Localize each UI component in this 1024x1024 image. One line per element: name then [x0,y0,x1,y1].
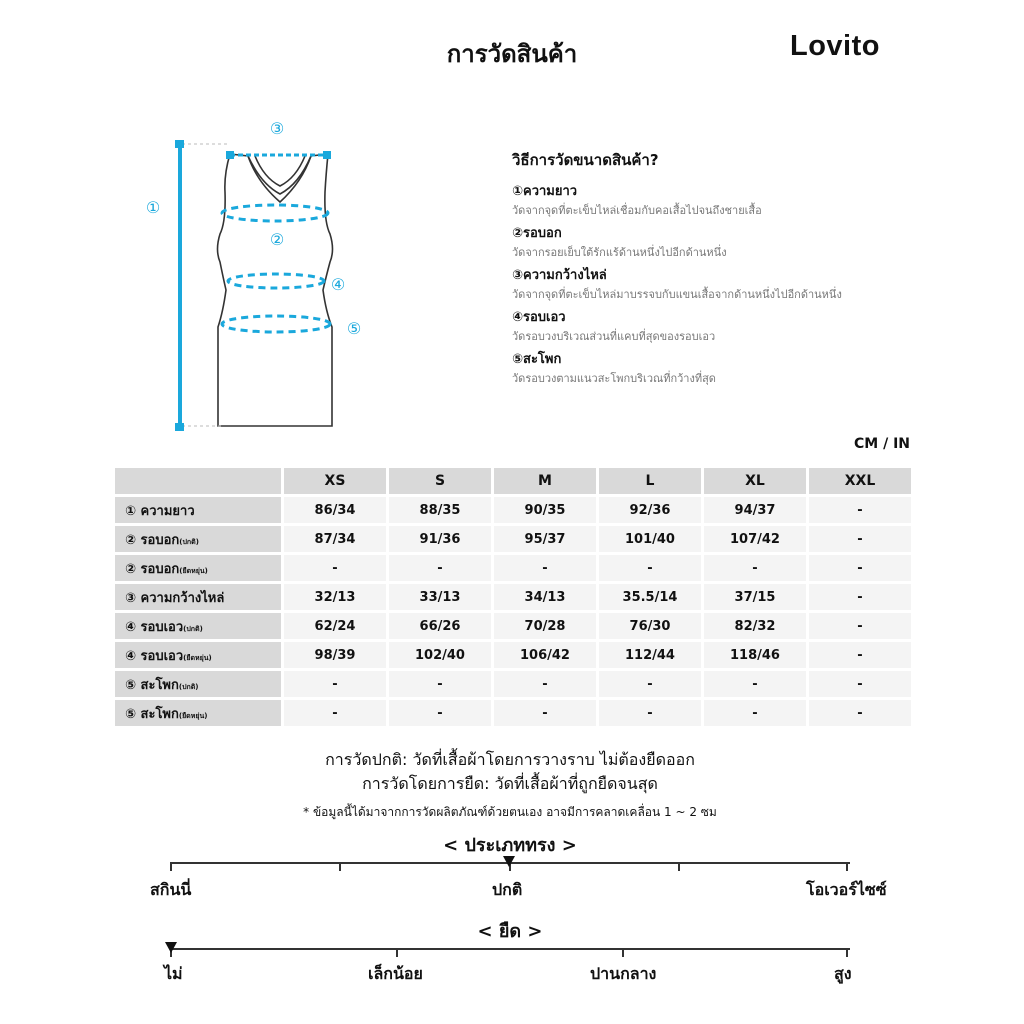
fit-title: < ประเภททรง > [443,835,577,856]
table-corner [115,468,281,494]
table-cell: 37/15 [704,584,806,610]
table-row [115,671,911,697]
size-header: XL [704,468,806,494]
guide-item-head: ③ความกว้างไหล่ [512,268,607,283]
stretch-label-high: สูง [834,964,852,983]
guide-item-head: ①ความยาว [512,184,578,199]
stretch-label-medium: ปานกลาง [590,964,657,983]
dress-diagram [130,112,380,437]
table-row [115,497,911,523]
guide-item-head: ④รอบเอว [512,310,566,325]
row-label-qualifier: (ปกติ) [183,624,203,633]
table-cell: - [809,671,911,697]
table-cell: 102/40 [389,642,491,668]
row-label-text: ⑤ สะโพก [125,677,179,693]
stretch-tick [396,948,398,957]
size-table-body [115,497,911,726]
label-hip: ⑤ [346,319,362,338]
table-cell: 70/28 [494,613,596,639]
row-label [115,613,281,639]
guide-item-head: ⑤สะโพก [512,352,562,367]
table-cell: 91/36 [389,526,491,552]
table-cell: 35.5/14 [599,584,701,610]
size-header: L [599,468,701,494]
row-label [115,497,281,523]
table-cell: 66/26 [389,613,491,639]
stretch-label-slight: เล็กน้อย [368,964,423,983]
row-label [115,555,281,581]
table-cell: - [809,497,911,523]
stretch-scale-line [170,948,850,950]
table-row [115,613,911,639]
table-cell: - [284,700,386,726]
size-table [112,465,914,729]
table-cell: 88/35 [389,497,491,523]
label-shoulder: ③ [269,119,285,138]
guide-item-desc: วัดจากจุดที่ตะเข็บไหล่เชื่อมกับคอเสื้อไปจนถึงชายเสื้อ [512,204,762,217]
fit-tick [678,862,680,871]
fit-label-skinny: สกินนี่ [150,880,192,899]
row-label-qualifier: (ปกติ) [178,682,199,691]
label-bust: ② [269,230,285,249]
measurement-notes [0,748,1020,822]
table-cell: 101/40 [599,526,701,552]
row-label [115,642,281,668]
row-label-text: ① ความยาว [125,503,195,519]
length-top-cap [175,140,184,148]
row-label-qualifier: (ยืดหยุ่น) [178,711,208,720]
guide-item-desc: วัดจากจุดที่ตะเข็บไหล่มาบรรจบกับแขนเสื้อจากด้านหนึ่งไปอีกด้านหนึ่ง [512,288,842,301]
table-cell: - [809,555,911,581]
note-stretch: การวัดโดยการยืด: วัดที่เสื้อผ้าที่ถูกยืดจนสุด [362,774,658,793]
table-cell: 86/34 [284,497,386,523]
guide-item-desc: วัดรอบวงบริเวณส่วนที่แคบที่สุดของรอบเอว [512,330,716,343]
table-cell: - [389,671,491,697]
table-cell: - [599,700,701,726]
shoulder-left-cap [226,151,234,159]
table-cell: - [284,555,386,581]
stretch-title: < ยืด > [477,921,543,942]
table-cell: 62/24 [284,613,386,639]
table-cell: - [809,642,911,668]
table-cell: 87/34 [284,526,386,552]
fit-tick [339,862,341,871]
brand-logo: Lovito [790,30,880,62]
table-cell: 106/42 [494,642,596,668]
dress-outline [218,154,333,426]
table-cell: - [809,584,911,610]
row-label [115,584,281,610]
row-label-text: ② รอบอก [125,532,180,548]
table-cell: 118/46 [704,642,806,668]
table-cell: - [284,671,386,697]
guide-item-head: ②รอบอก [512,226,562,241]
table-cell: - [809,526,911,552]
guide-item [512,308,932,346]
table-row [115,526,911,552]
table-row [115,584,911,610]
table-header-row [115,468,911,494]
table-cell: 34/13 [494,584,596,610]
table-row [115,642,911,668]
table-cell: 32/13 [284,584,386,610]
table-cell: - [704,700,806,726]
row-label-text: ④ รอบเอว [125,648,184,664]
size-header: XS [284,468,386,494]
row-label-qualifier: (ปกติ) [179,537,199,546]
stretch-label-none: ไม่ [164,964,183,983]
guide-item-desc: วัดจากรอยเย็บใต้รักแร้ด้านหนึ่งไปอีกด้านหนึ่ง [512,246,727,259]
row-label-text: ⑤ สะโพก [125,706,179,722]
fit-tick [846,862,848,871]
guide-question: วิธีการวัดขนาดสินค้า? [512,151,659,169]
table-cell: 82/32 [704,613,806,639]
stretch-tick [622,948,624,957]
fit-tick [170,862,172,871]
table-cell: 92/36 [599,497,701,523]
fit-label-oversize: โอเวอร์ไซซ์ [806,880,887,899]
note-disclaimer: * ข้อมูลนี้ได้มาจากการวัดผลิตภัณฑ์ด้วยตนเอง อาจมีการคลาดเคลื่อน 1 ~ 2 ซม [303,805,717,819]
page-title: การวัดสินค้า [446,40,578,68]
guide-item [512,224,932,262]
table-cell: 95/37 [494,526,596,552]
size-header: M [494,468,596,494]
row-label-text: ③ ความกว้างไหล่ [125,590,225,606]
row-label-text: ④ รอบเอว [125,619,184,635]
table-cell: 33/13 [389,584,491,610]
table-cell: 98/39 [284,642,386,668]
table-row [115,555,911,581]
guide-item [512,350,932,388]
guide-item [512,182,932,220]
stretch-tick [846,948,848,957]
label-length: ① [145,198,161,217]
table-cell: - [389,700,491,726]
guide-item [512,266,932,304]
row-label [115,700,281,726]
row-label [115,671,281,697]
measurement-guide [512,148,932,392]
table-cell: - [599,555,701,581]
table-cell: 94/37 [704,497,806,523]
table-cell: 107/42 [704,526,806,552]
unit-label: CM / IN [854,436,910,452]
table-row [115,700,911,726]
length-bottom-cap [175,423,184,431]
table-cell: - [704,555,806,581]
guide-item-desc: วัดรอบวงตามแนวสะโพกบริเวณที่กว้างที่สุด [512,372,716,385]
table-cell: 112/44 [599,642,701,668]
stretch-selected-marker-icon [165,942,177,953]
table-cell: - [494,555,596,581]
size-header: S [389,468,491,494]
fit-selected-marker-icon [503,856,515,867]
row-label-text: ② รอบอก [125,561,180,577]
table-cell: - [704,671,806,697]
row-label [115,526,281,552]
table-cell: 76/30 [599,613,701,639]
note-normal: การวัดปกติ: วัดที่เสื้อผ้าโดยการวางราบ ไม่ต้องยืดออก [325,750,695,769]
row-label-qualifier: (ยืดหยุ่น) [183,653,212,662]
label-waist: ④ [330,275,346,294]
table-cell: - [809,700,911,726]
shoulder-right-cap [323,151,331,159]
size-header: XXL [809,468,911,494]
table-cell: - [809,613,911,639]
table-cell: - [494,700,596,726]
table-cell: - [599,671,701,697]
table-cell: 90/35 [494,497,596,523]
table-cell: - [389,555,491,581]
row-label-qualifier: (ยืดหยุ่น) [179,566,208,575]
table-cell: - [494,671,596,697]
fit-label-regular: ปกติ [492,880,523,899]
